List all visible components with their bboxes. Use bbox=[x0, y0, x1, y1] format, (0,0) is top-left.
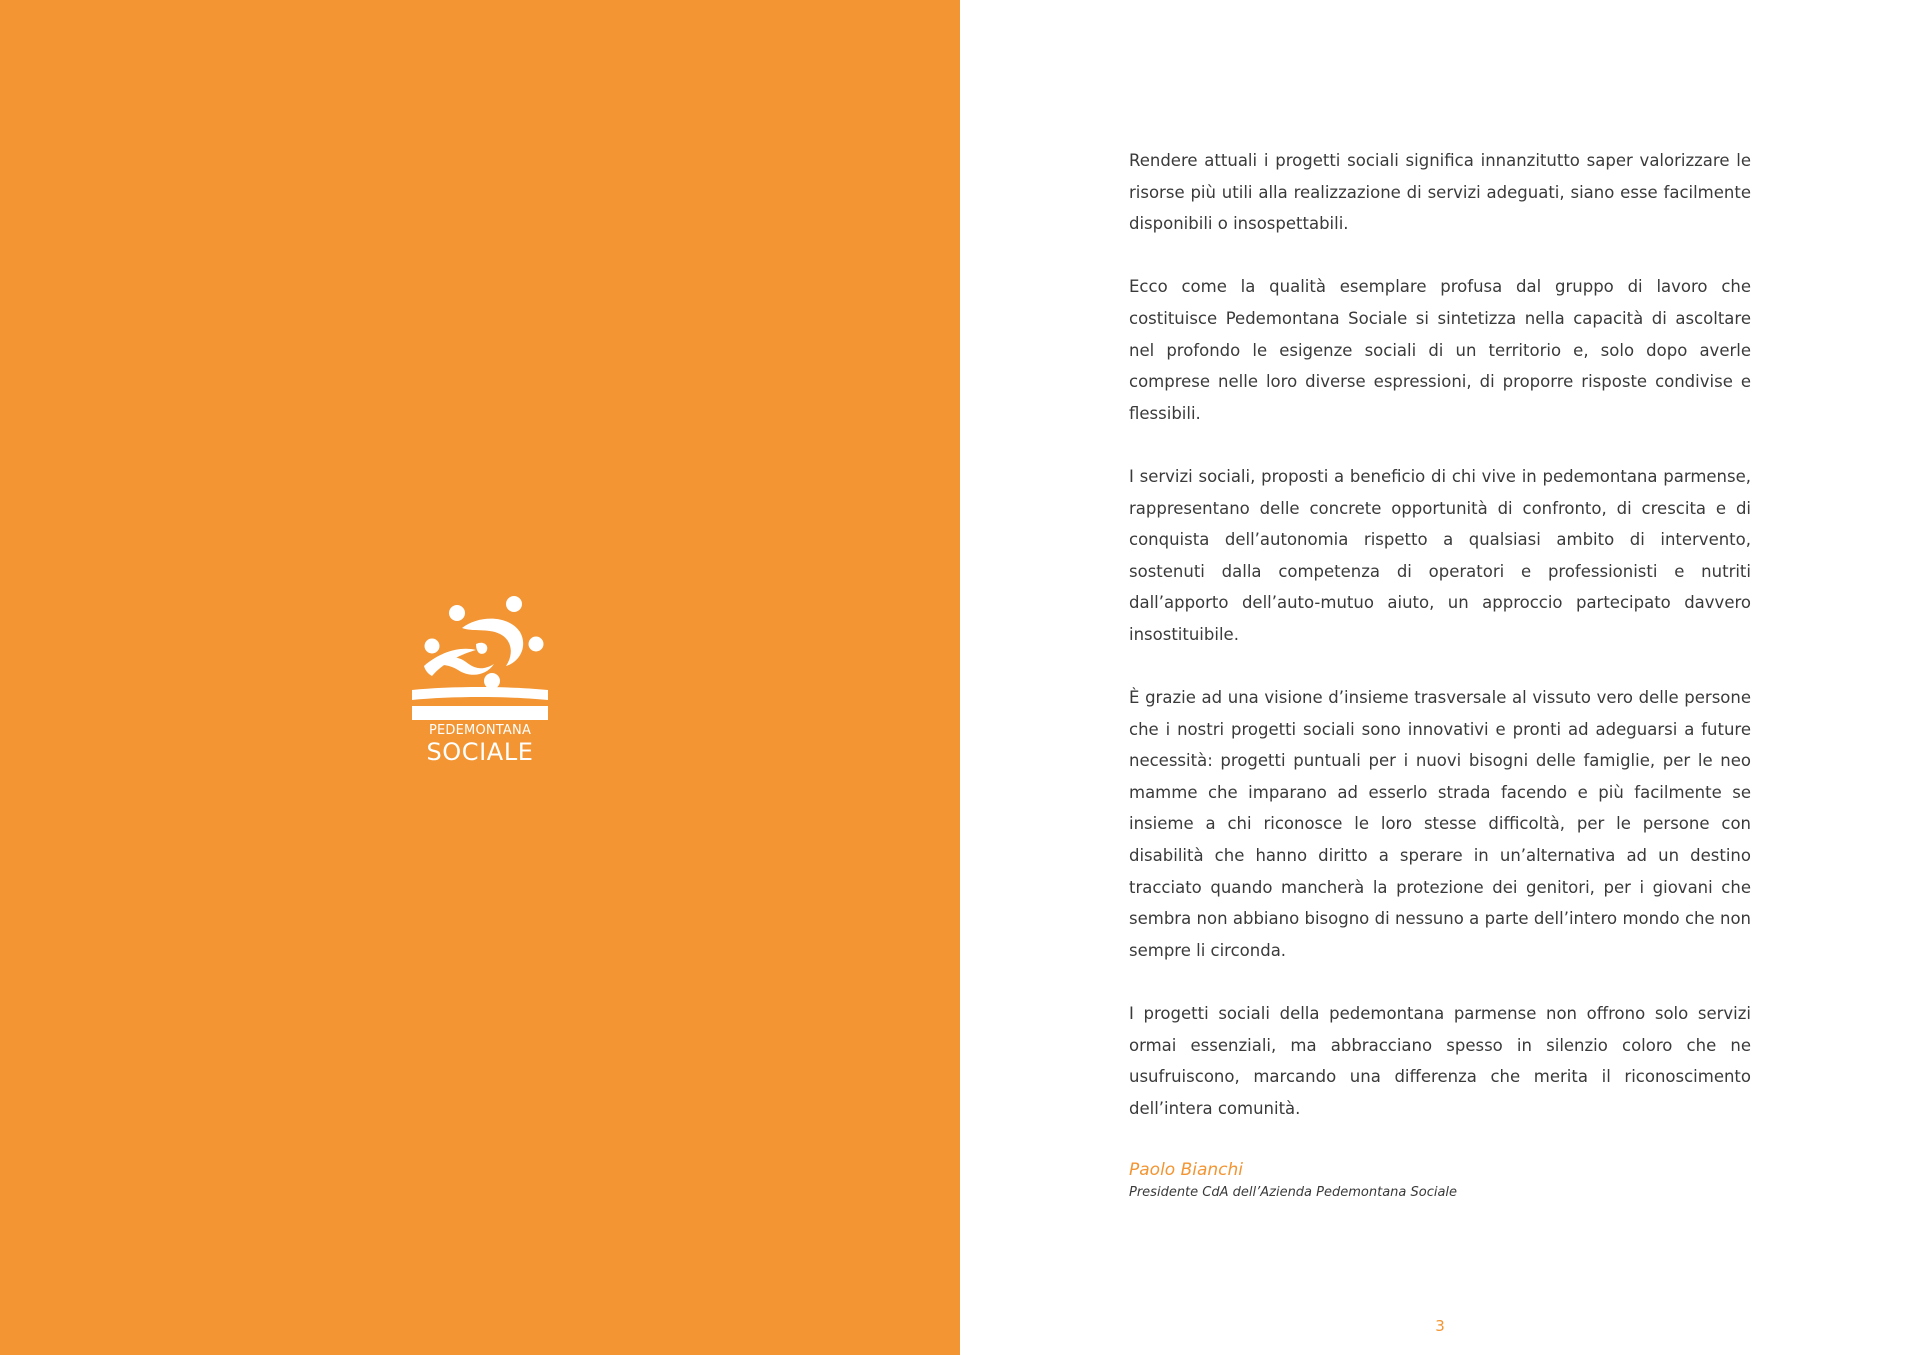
paragraph-1: Rendere attuali i progetti sociali significa innanzitutto saper valorizzare le risorse più utili alla realizzazione di servizi adeguati, siano esse facilmente disponibili o insospettabili. bbox=[1129, 151, 1751, 234]
signature-role: Presidente CdA dell’Azienda Pedemontana Sociale bbox=[1129, 1185, 1458, 1200]
paragraph-2: Ecco come la qualità esemplare profusa dal gruppo di lavoro che costituisce Pedemontana Sociale si sintetizza nella capacità di ascoltare nel profondo le esigenze sociali di un territorio e, solo dopo averle comprese nelle loro diverse espressioni, di proporre risposte condivise e flessibili. bbox=[1129, 277, 1751, 423]
logo-text-sociale: SOCIALE bbox=[426, 738, 534, 766]
page-number: 3 bbox=[1435, 1317, 1445, 1335]
pedemontana-sociale-logo bbox=[410, 594, 550, 766]
signature-name: Paolo Bianchi bbox=[1129, 1160, 1244, 1180]
body-text bbox=[1129, 145, 1751, 1156]
logo-text-pedemontana: PEDEMONTANA bbox=[428, 723, 532, 738]
paragraph-4: È grazie ad una visione d’insieme trasversale al vissuto vero delle persone che i nostri progetti sociali sono innovativi e pronti ad adeguarsi a future necessità: progetti puntuali per i nuovi bisogni delle famiglie, per le neo mamme che imparano ad esserlo strada facendo e più facilmente se insieme a chi riconosce le loro stesse difficoltà, per le persone con disabilità che hanno diritto a sperare in un’alternativa ad un destino tracciato quando mancherà la protezione dei genitori, per i giovani che sembra non abbiano bisogno di nessuno a parte dell’intero mondo che non sempre li circonda. bbox=[1129, 688, 1751, 960]
paragraph-3: I servizi sociali, proposti a beneficio di chi vive in pedemontana parmense, rappresentano delle concrete opportunità di confronto, di crescita e di conquista dell’autonomia rispetto a qualsiasi ambito di intervento, sostenuti dalla competenza di operatori e professionisti e nutriti dall’apporto dell’auto-mutuo aiuto, un approccio partecipato davvero insostituibile. bbox=[1129, 466, 1751, 644]
pedemontana-sociale-logo-icon bbox=[410, 594, 550, 724]
paragraph-5: I progetti sociali della pedemontana parmense non offrono solo servizi ormai essenziali, ma abbracciano spesso in silenzio coloro che ne usufruiscono, marcando una differenza che merita il riconoscimento dell’intera comunità. bbox=[1129, 1004, 1751, 1118]
